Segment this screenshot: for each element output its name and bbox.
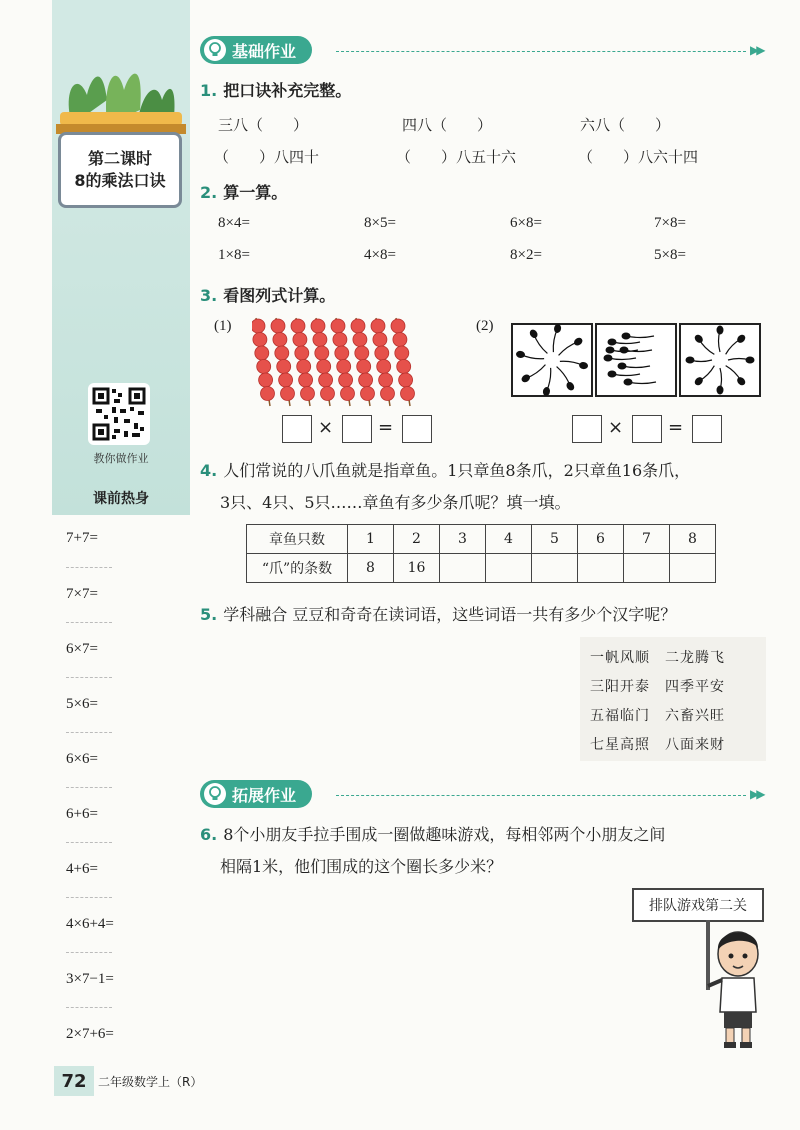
- tadpole-head: [604, 355, 613, 362]
- warmup-item: 4+6=: [66, 861, 98, 877]
- question-3: [200, 283, 335, 306]
- rhyme-blank[interactable]: （ ）八四十: [214, 150, 320, 166]
- table-row: [247, 525, 716, 554]
- rhyme-blank[interactable]: 四八（ ）: [402, 118, 493, 134]
- haw-ball: [275, 346, 289, 360]
- answer-box[interactable]: [632, 415, 662, 443]
- rhyme-blank[interactable]: （ ）八五十六: [396, 150, 517, 166]
- haw-ball: [291, 319, 305, 333]
- answer-line[interactable]: [66, 622, 112, 623]
- calc-item[interactable]: 8×4=: [218, 215, 250, 231]
- haw-ball: [319, 373, 333, 387]
- sidebar: [52, 0, 190, 515]
- idiom: 二龙腾飞: [665, 650, 725, 666]
- lesson-title-card: [58, 132, 182, 208]
- haw-ball: [331, 319, 345, 333]
- haw-ball: [377, 360, 391, 374]
- equals-sign: =: [668, 417, 684, 438]
- answer-line[interactable]: [66, 567, 112, 568]
- question-number: 4.: [200, 461, 218, 480]
- answer-line[interactable]: [66, 677, 112, 678]
- rhyme-blank[interactable]: 三八（ ）: [218, 118, 309, 134]
- warmup-item: 6×7=: [66, 641, 98, 657]
- basic-section-title: 基础作业: [232, 41, 297, 61]
- haw-ball: [333, 333, 347, 347]
- haw-ball: [255, 346, 269, 360]
- idiom: 三阳开泰: [590, 679, 650, 695]
- idiom: 五福临门: [590, 708, 650, 724]
- idiom: 六畜兴旺: [665, 708, 725, 724]
- idiom: 七星高照: [590, 737, 650, 753]
- question-6: [200, 822, 665, 845]
- question-5: [200, 602, 676, 625]
- answer-line[interactable]: [66, 842, 112, 843]
- tadpole-head: [686, 357, 695, 364]
- answer-box[interactable]: [342, 415, 372, 443]
- book-title: 二年级数学上（R）: [98, 1075, 203, 1089]
- haw-ball: [371, 319, 385, 333]
- idiom: 一帆风顺: [590, 650, 650, 666]
- calc-item[interactable]: 8×2=: [510, 247, 542, 263]
- tadpole-head: [746, 357, 755, 364]
- times-sign: ×: [608, 417, 624, 438]
- haw-ball: [295, 346, 309, 360]
- table-header-cell: 章鱼只数: [247, 525, 348, 554]
- warmup-item: 7×7=: [66, 586, 98, 602]
- haw-ball: [257, 360, 271, 374]
- haw-ball: [395, 346, 409, 360]
- candied-haws-illustration: [252, 316, 424, 408]
- idiom-row: [590, 734, 725, 754]
- haw-ball: [317, 360, 331, 374]
- table-cell: 5: [532, 525, 578, 554]
- answer-line[interactable]: [66, 952, 112, 953]
- haw-ball: [351, 319, 365, 333]
- haw-ball: [341, 387, 355, 401]
- haw-ball: [311, 319, 325, 333]
- haw-ball: [391, 319, 405, 333]
- haw-ball: [373, 333, 387, 347]
- table-cell[interactable]: [440, 554, 486, 583]
- calc-item[interactable]: 6×8=: [510, 215, 542, 231]
- answer-line[interactable]: [66, 1007, 112, 1008]
- haw-ball: [253, 333, 267, 347]
- tadpole-pictures: [510, 322, 762, 398]
- tadpole-head: [622, 333, 631, 340]
- haw-ball: [297, 360, 311, 374]
- haw-ball: [279, 373, 293, 387]
- rhyme-blank[interactable]: （ ）八六十四: [578, 150, 699, 166]
- equals-sign: =: [378, 417, 394, 438]
- warmup-item: 6+6=: [66, 806, 98, 822]
- haw-ball: [375, 346, 389, 360]
- warmup-item: 4×6+4=: [66, 916, 114, 932]
- table-cell: 6: [578, 525, 624, 554]
- haw-ball: [321, 387, 335, 401]
- question-number: 2.: [200, 183, 218, 202]
- table-cell: 1: [348, 525, 394, 554]
- warmup-item: 6×6=: [66, 751, 98, 767]
- tadpole-head: [606, 347, 615, 354]
- extended-section-badge: [200, 780, 312, 808]
- extended-section-header: [200, 780, 312, 808]
- table-cell[interactable]: [486, 554, 532, 583]
- question-title: 看图列式计算。: [223, 286, 336, 305]
- haw-ball: [299, 373, 313, 387]
- tadpole-head: [717, 326, 724, 335]
- section-divider: [336, 51, 746, 52]
- idiom: 八面来财: [665, 737, 725, 753]
- table-cell: 2: [394, 525, 440, 554]
- sub-label: (1): [214, 318, 232, 334]
- double-arrow-icon: ▶▶: [750, 787, 763, 801]
- warmup-item: 3×7−1=: [66, 971, 114, 987]
- extended-section-title: 拓展作业: [232, 785, 297, 805]
- haw-ball: [401, 387, 415, 401]
- question-2: [200, 180, 287, 203]
- double-arrow-icon: ▶▶: [750, 43, 763, 57]
- table-cell: 8: [670, 525, 716, 554]
- question-text: 学科融合 豆豆和奇奇在读词语，这些词语一共有多少个汉字呢？: [223, 605, 677, 624]
- haw-ball: [313, 333, 327, 347]
- answer-line[interactable]: [66, 732, 112, 733]
- calc-item[interactable]: 5×8=: [654, 247, 686, 263]
- question-1: [200, 78, 351, 101]
- haw-ball: [355, 346, 369, 360]
- game-sign: 排队游戏第二关: [632, 888, 764, 922]
- page-number: 72: [54, 1066, 94, 1096]
- qr-label: 教你做作业: [93, 452, 149, 465]
- idiom-row: [590, 647, 725, 667]
- question-number: 3.: [200, 286, 218, 305]
- haw-ball: [399, 373, 413, 387]
- question-title: 算一算。: [223, 183, 288, 202]
- haw-ball: [393, 333, 407, 347]
- table-cell[interactable]: [624, 554, 670, 583]
- basic-section-badge: [200, 36, 312, 64]
- table-header-cell: “爪”的条数: [247, 554, 348, 583]
- haw-ball: [361, 387, 375, 401]
- plant-illustration: [52, 0, 190, 140]
- haw-ball: [339, 373, 353, 387]
- warmup-item: 5×6=: [66, 696, 98, 712]
- answer-line[interactable]: [66, 787, 112, 788]
- question-4: [200, 458, 690, 481]
- calc-item[interactable]: 4×8=: [364, 247, 396, 263]
- idiom: 四季平安: [665, 679, 725, 695]
- question-number: 6.: [200, 825, 218, 844]
- table-cell[interactable]: 8: [348, 554, 394, 583]
- lightbulb-icon: [204, 39, 226, 61]
- tadpole-head: [620, 347, 629, 354]
- haw-ball: [315, 346, 329, 360]
- warmup-title: 课前热身: [93, 491, 149, 507]
- question-4-line2: 3只、4只、5只……章鱼有多少条爪呢？填一填。: [220, 493, 571, 512]
- haw-ball: [381, 387, 395, 401]
- tadpole-head: [624, 379, 633, 386]
- haw-ball: [281, 387, 295, 401]
- haw-ball: [335, 346, 349, 360]
- section-divider: [336, 795, 746, 796]
- haw-ball: [273, 333, 287, 347]
- calc-item[interactable]: 7×8=: [654, 215, 686, 231]
- rhyme-blank[interactable]: 六八（ ）: [580, 118, 671, 134]
- answer-box[interactable]: [692, 415, 722, 443]
- boy-illustration: [696, 920, 766, 1050]
- question-text: 人们常说的八爪鱼就是指章鱼。1只章鱼8条爪，2只章鱼16条爪，: [223, 461, 691, 480]
- lesson-number: 第二课时: [87, 149, 152, 168]
- tadpole-head: [608, 371, 617, 378]
- haw-ball: [261, 387, 275, 401]
- calc-item[interactable]: 1×8=: [218, 247, 250, 263]
- haw-ball: [353, 333, 367, 347]
- calc-item[interactable]: 8×5=: [364, 215, 396, 231]
- haw-ball: [397, 360, 411, 374]
- idiom-card: [580, 637, 766, 761]
- table-cell: 3: [440, 525, 486, 554]
- haw-ball: [277, 360, 291, 374]
- haw-ball: [259, 373, 273, 387]
- table-cell[interactable]: [578, 554, 624, 583]
- table-cell[interactable]: [532, 554, 578, 583]
- answer-box[interactable]: [572, 415, 602, 443]
- haw-ball: [359, 373, 373, 387]
- haw-ball: [271, 319, 285, 333]
- answer-line[interactable]: [66, 897, 112, 898]
- haw-ball: [293, 333, 307, 347]
- answer-box[interactable]: [282, 415, 312, 443]
- lightbulb-icon: [204, 783, 226, 805]
- answer-box[interactable]: [402, 415, 432, 443]
- table-cell[interactable]: [670, 554, 716, 583]
- tadpole-head: [608, 339, 617, 346]
- octopus-table: [246, 524, 716, 583]
- qr-code[interactable]: [88, 383, 150, 445]
- haw-ball: [379, 373, 393, 387]
- haw-ball: [357, 360, 371, 374]
- lesson-topic: 8的乘法口诀: [74, 171, 166, 190]
- sub-label: (2): [476, 318, 494, 334]
- idiom-row: [590, 676, 725, 696]
- haw-ball: [301, 387, 315, 401]
- haw-ball: [337, 360, 351, 374]
- question-title: 把口诀补充完整。: [223, 81, 352, 100]
- table-cell: 7: [624, 525, 670, 554]
- question-text: 8个小朋友手拉手围成一圈做趣味游戏，每相邻两个小朋友之间: [223, 825, 666, 844]
- haw-ball: [252, 319, 265, 333]
- basic-section-header: [200, 36, 312, 64]
- warmup-item: 2×7+6=: [66, 1026, 114, 1042]
- tadpole-head: [618, 363, 627, 370]
- times-sign: ×: [318, 417, 334, 438]
- idiom-row: [590, 705, 725, 725]
- table-cell[interactable]: 16: [394, 554, 440, 583]
- table-cell: 4: [486, 525, 532, 554]
- question-6-line2: 相隔1米，他们围成的这个圈长多少米？: [220, 857, 503, 876]
- question-number: 5.: [200, 605, 218, 624]
- warmup-item: 7+7=: [66, 530, 98, 546]
- tadpole-head: [717, 386, 724, 395]
- question-number: 1.: [200, 81, 218, 100]
- table-row: [247, 554, 716, 583]
